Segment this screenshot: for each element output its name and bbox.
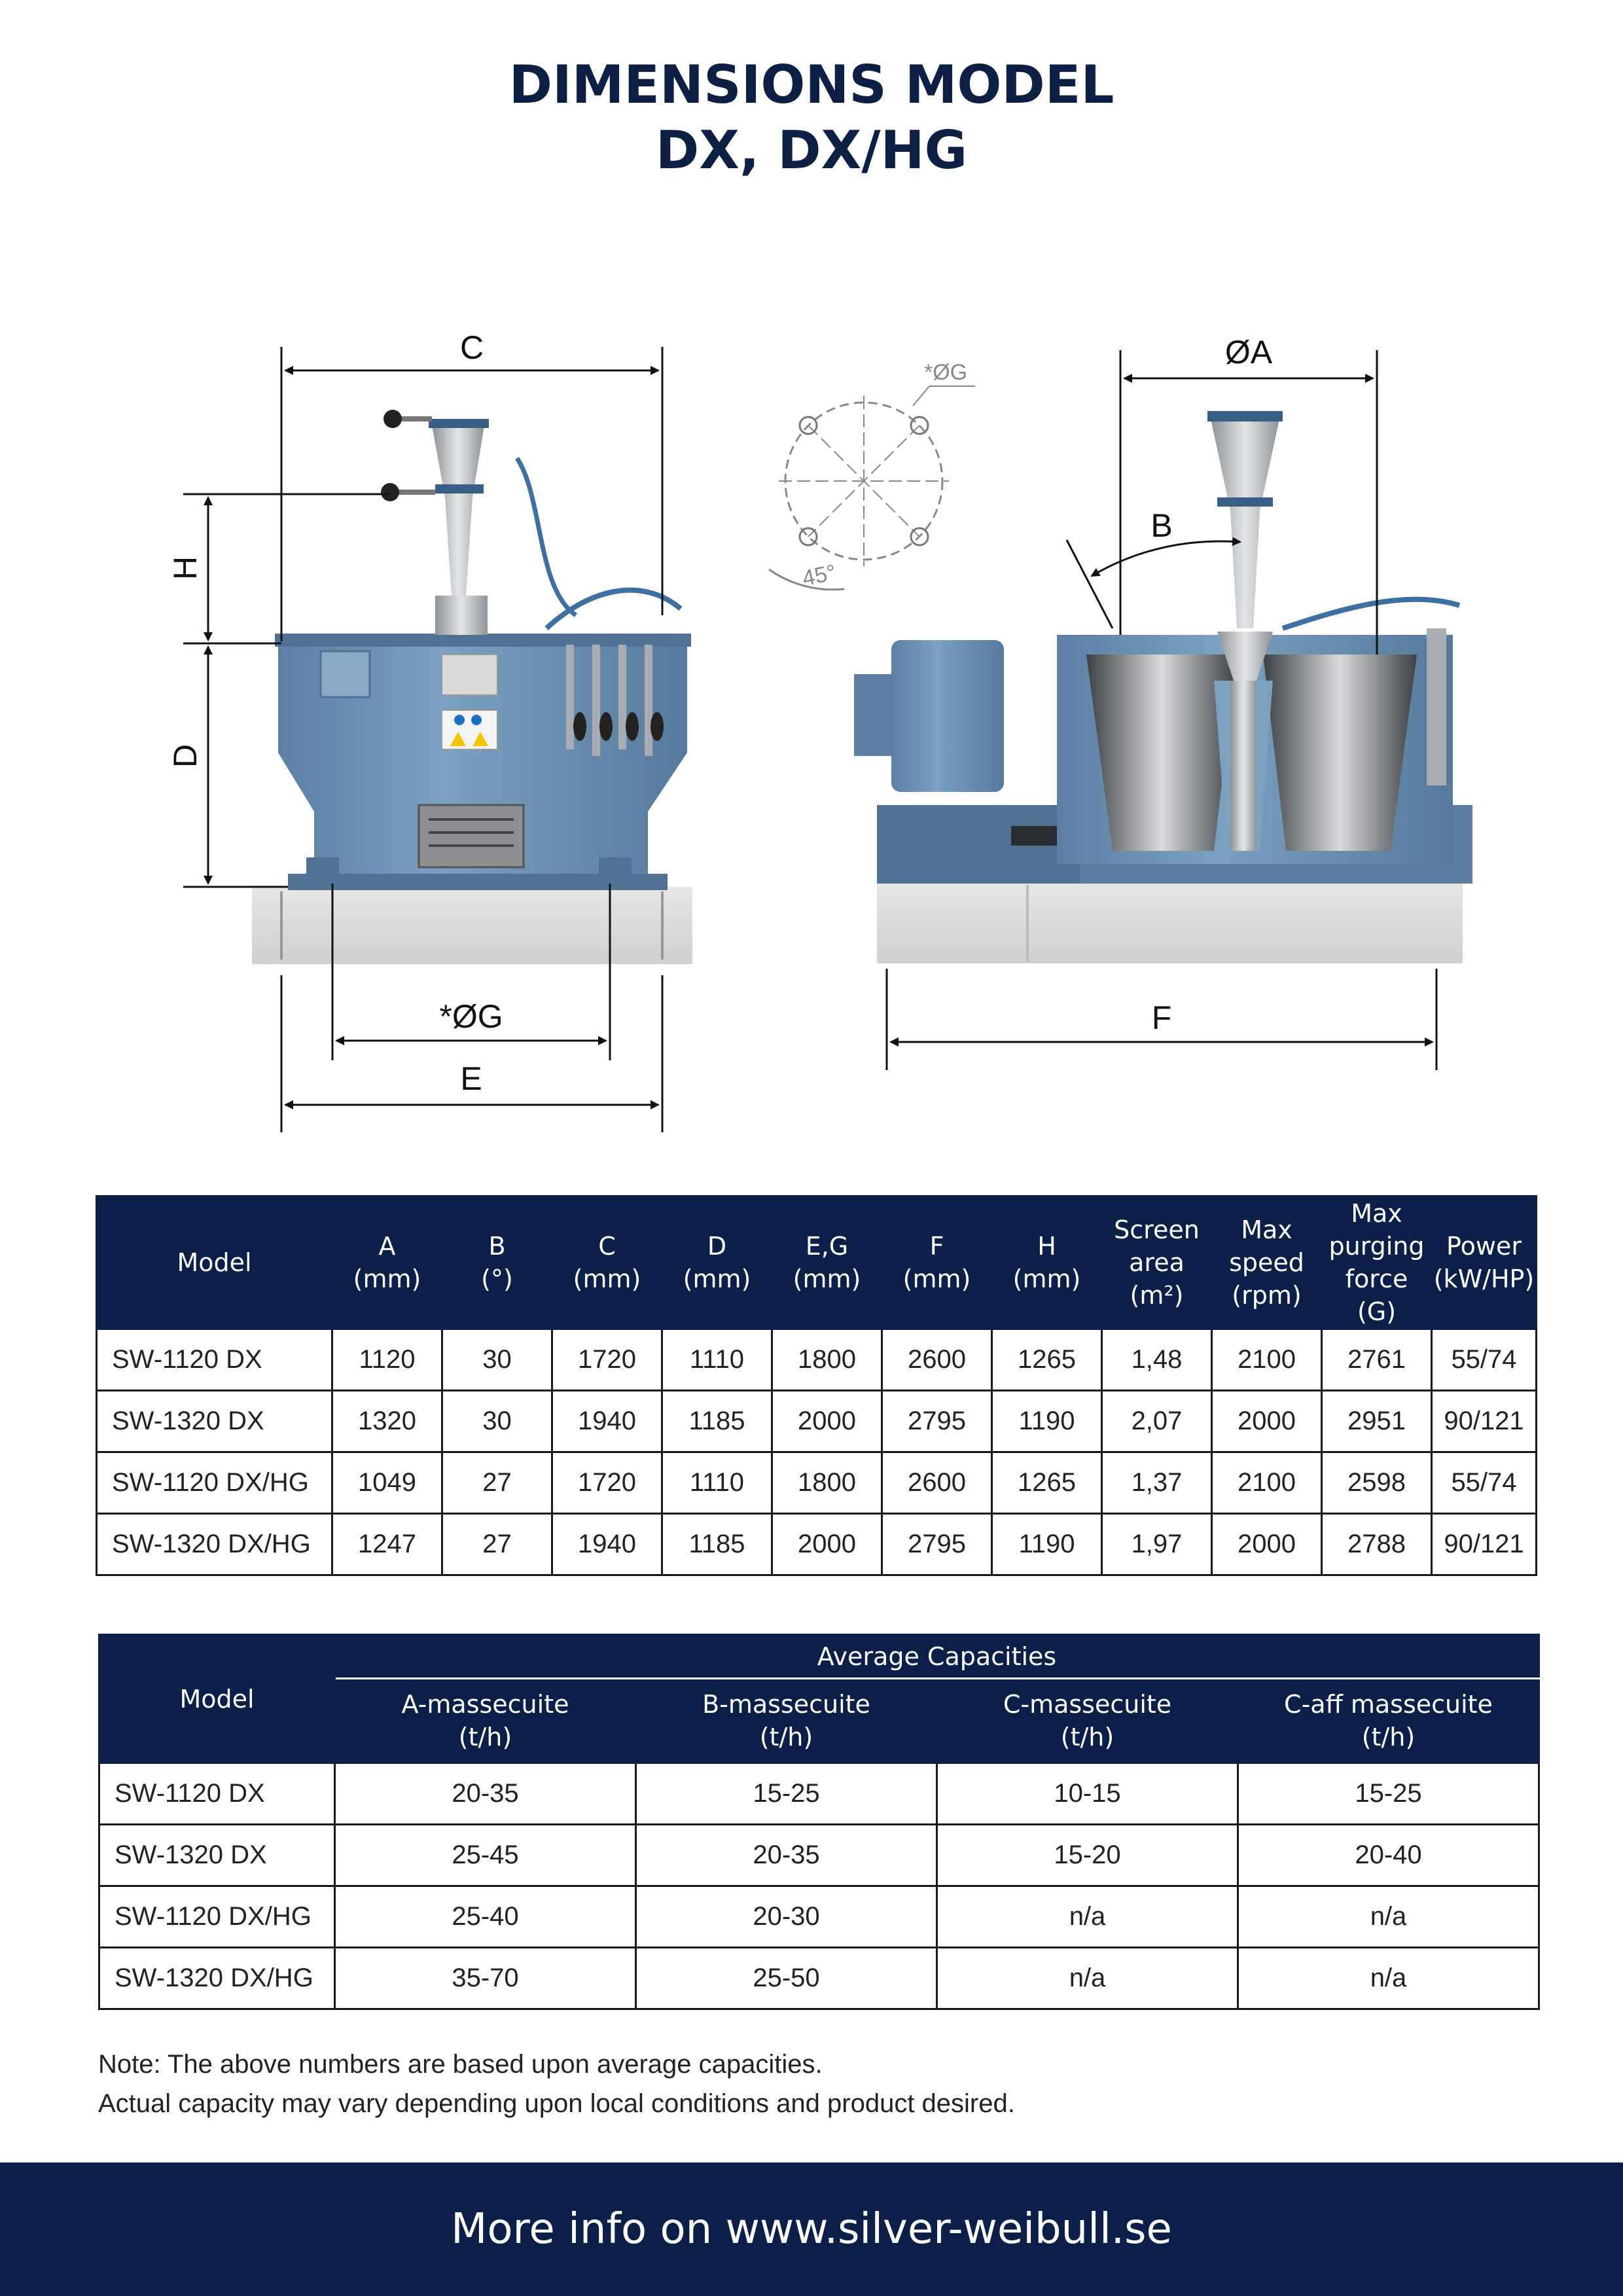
- value-cell: 1265: [992, 1329, 1102, 1391]
- capacity-header-c: C-massecuite (t/h): [937, 1679, 1238, 1763]
- capacity-note: [98, 2045, 1015, 2123]
- value-cell: 2795: [882, 1391, 992, 1452]
- model-cell: SW-1120 DX/HG: [99, 1886, 335, 1948]
- value-cell: 15-25: [1238, 1763, 1539, 1825]
- note-line-1: Note: The above numbers are based upon average capacities.: [98, 2050, 823, 2079]
- spec-header-f: F (mm): [882, 1196, 992, 1329]
- bolt-circle-label: *ØG: [924, 360, 968, 385]
- value-cell: 2000: [772, 1514, 882, 1575]
- spec-table-row: [97, 1452, 1537, 1514]
- value-cell: 55/74: [1432, 1329, 1537, 1391]
- value-cell: 1247: [332, 1514, 442, 1575]
- value-cell: 1120: [332, 1329, 442, 1391]
- capacity-table-row: [99, 1886, 1539, 1948]
- value-cell: 55/74: [1432, 1452, 1537, 1514]
- value-cell: 20-35: [636, 1825, 937, 1886]
- front-view-machine: [252, 410, 692, 964]
- spec-header-b: B (°): [442, 1196, 552, 1329]
- value-cell: n/a: [937, 1948, 1238, 2009]
- concrete-base-right: [877, 884, 1463, 963]
- nameplate: [442, 655, 497, 695]
- value-cell: 27: [442, 1452, 552, 1514]
- model-cell: SW-1120 DX: [97, 1329, 332, 1391]
- value-cell: 20-40: [1238, 1825, 1539, 1886]
- section-view-machine: [854, 411, 1472, 963]
- title-line-2: DX, DX/HG: [655, 120, 968, 181]
- value-cell: 1110: [662, 1329, 772, 1391]
- value-cell: 35-70: [335, 1948, 636, 2009]
- value-cell: 15-20: [937, 1825, 1238, 1886]
- model-cell: SW-1320 DX: [99, 1825, 335, 1886]
- spec-header-h: H (mm): [992, 1196, 1102, 1329]
- value-cell: 90/121: [1432, 1391, 1537, 1452]
- model-cell: SW-1320 DX: [97, 1391, 332, 1452]
- spec-table-row: [97, 1329, 1537, 1391]
- value-cell: 25-50: [636, 1948, 937, 2009]
- value-cell: n/a: [1238, 1948, 1539, 2009]
- value-cell: n/a: [1238, 1886, 1539, 1948]
- value-cell: 1940: [552, 1514, 662, 1575]
- spec-header-model: Model: [97, 1196, 332, 1329]
- value-cell: 15-25: [636, 1763, 937, 1825]
- specification-table: [96, 1195, 1537, 1576]
- capacity-table-row: [99, 1825, 1539, 1886]
- spec-header-row: [97, 1196, 1537, 1329]
- value-cell: 1,97: [1102, 1514, 1212, 1575]
- concrete-base: [252, 887, 692, 964]
- value-cell: 25-45: [335, 1825, 636, 1886]
- value-cell: 2598: [1322, 1452, 1432, 1514]
- value-cell: 1,48: [1102, 1329, 1212, 1391]
- dim-label-a: ØA: [1224, 334, 1273, 370]
- value-cell: 2,07: [1102, 1391, 1212, 1452]
- model-cell: SW-1120 DX: [99, 1763, 335, 1825]
- value-cell: 2100: [1212, 1329, 1322, 1391]
- model-cell: SW-1320 DX/HG: [97, 1514, 332, 1575]
- value-cell: 2951: [1322, 1391, 1432, 1452]
- capacity-table-row: [99, 1763, 1539, 1825]
- spec-table-row: [97, 1391, 1537, 1452]
- value-cell: 2600: [882, 1329, 992, 1391]
- value-cell: 20-35: [335, 1763, 636, 1825]
- value-cell: 1185: [662, 1391, 772, 1452]
- value-cell: 1185: [662, 1514, 772, 1575]
- spec-header-eg: E,G (mm): [772, 1196, 882, 1329]
- value-cell: 2600: [882, 1452, 992, 1514]
- title-line-1: DIMENSIONS MODEL: [508, 54, 1115, 115]
- capacity-group-row: [99, 1635, 1539, 1679]
- capacity-header-b: B-massecuite (t/h): [636, 1679, 937, 1763]
- value-cell: 1,37: [1102, 1452, 1212, 1514]
- dim-label-e: E: [460, 1060, 482, 1097]
- dim-label-c: C: [459, 329, 484, 366]
- value-cell: 90/121: [1432, 1514, 1537, 1575]
- value-cell: 1110: [662, 1452, 772, 1514]
- value-cell: 30: [442, 1391, 552, 1452]
- capacity-table: [98, 1634, 1540, 2010]
- capacity-header-model: Model: [99, 1635, 335, 1763]
- value-cell: 2000: [1212, 1514, 1322, 1575]
- value-cell: 2795: [882, 1514, 992, 1575]
- spec-header-power: Power (kW/HP): [1432, 1196, 1537, 1329]
- value-cell: 1320: [332, 1391, 442, 1452]
- warning-sign: [442, 710, 497, 749]
- basket-right: [1263, 655, 1417, 851]
- value-cell: 1940: [552, 1391, 662, 1452]
- dim-label-d: D: [167, 744, 204, 768]
- spec-header-max-speed: Max speed (rpm): [1212, 1196, 1322, 1329]
- value-cell: 20-30: [636, 1886, 937, 1948]
- value-cell: 1720: [552, 1329, 662, 1391]
- feed-pipe: [381, 410, 489, 635]
- spec-table-row: [97, 1514, 1537, 1575]
- capacity-header-a: A-massecuite (t/h): [335, 1679, 636, 1763]
- spec-header-screen-area: Screen area (m²): [1102, 1196, 1212, 1329]
- dim-label-f: F: [1151, 999, 1172, 1036]
- capacity-header-caff: C-aff massecuite (t/h): [1238, 1679, 1539, 1763]
- value-cell: 2788: [1322, 1514, 1432, 1575]
- spec-header-d: D (mm): [662, 1196, 772, 1329]
- value-cell: 2000: [772, 1391, 882, 1452]
- capacity-group-header: Average Capacities: [335, 1635, 1539, 1679]
- value-cell: 1800: [772, 1329, 882, 1391]
- value-cell: 1049: [332, 1452, 442, 1514]
- value-cell: 1800: [772, 1452, 882, 1514]
- value-cell: 2100: [1212, 1452, 1322, 1514]
- value-cell: 1190: [992, 1514, 1102, 1575]
- value-cell: 30: [442, 1329, 552, 1391]
- drive-motor: [891, 640, 1004, 792]
- spec-header-purging-force: Max purging force (G): [1322, 1196, 1432, 1329]
- value-cell: 1720: [552, 1452, 662, 1514]
- value-cell: 2000: [1212, 1391, 1322, 1452]
- value-cell: 1190: [992, 1391, 1102, 1452]
- dim-label-h: H: [167, 556, 204, 581]
- value-cell: 27: [442, 1514, 552, 1575]
- bolt-angle-label: 45°: [800, 560, 838, 592]
- value-cell: 10-15: [937, 1763, 1238, 1825]
- value-cell: n/a: [937, 1886, 1238, 1948]
- bolt-pattern-diagram: [769, 360, 975, 591]
- model-cell: SW-1320 DX/HG: [99, 1948, 335, 2009]
- value-cell: 2761: [1322, 1329, 1432, 1391]
- capacity-table-row: [99, 1948, 1539, 2009]
- dim-label-g: *ØG: [439, 998, 503, 1035]
- spec-header-c: C (mm): [552, 1196, 662, 1329]
- model-cell: SW-1120 DX/HG: [97, 1452, 332, 1514]
- spec-header-a: A (mm): [332, 1196, 442, 1329]
- dim-label-b: B: [1150, 507, 1173, 544]
- note-line-2: Actual capacity may vary depending upon local conditions and product desired.: [98, 2089, 1015, 2118]
- motor-grille: [419, 805, 524, 867]
- value-cell: 25-40: [335, 1886, 636, 1948]
- footer-banner: More info on www.silver-weibull.se: [0, 2162, 1623, 2296]
- value-cell: 1265: [992, 1452, 1102, 1514]
